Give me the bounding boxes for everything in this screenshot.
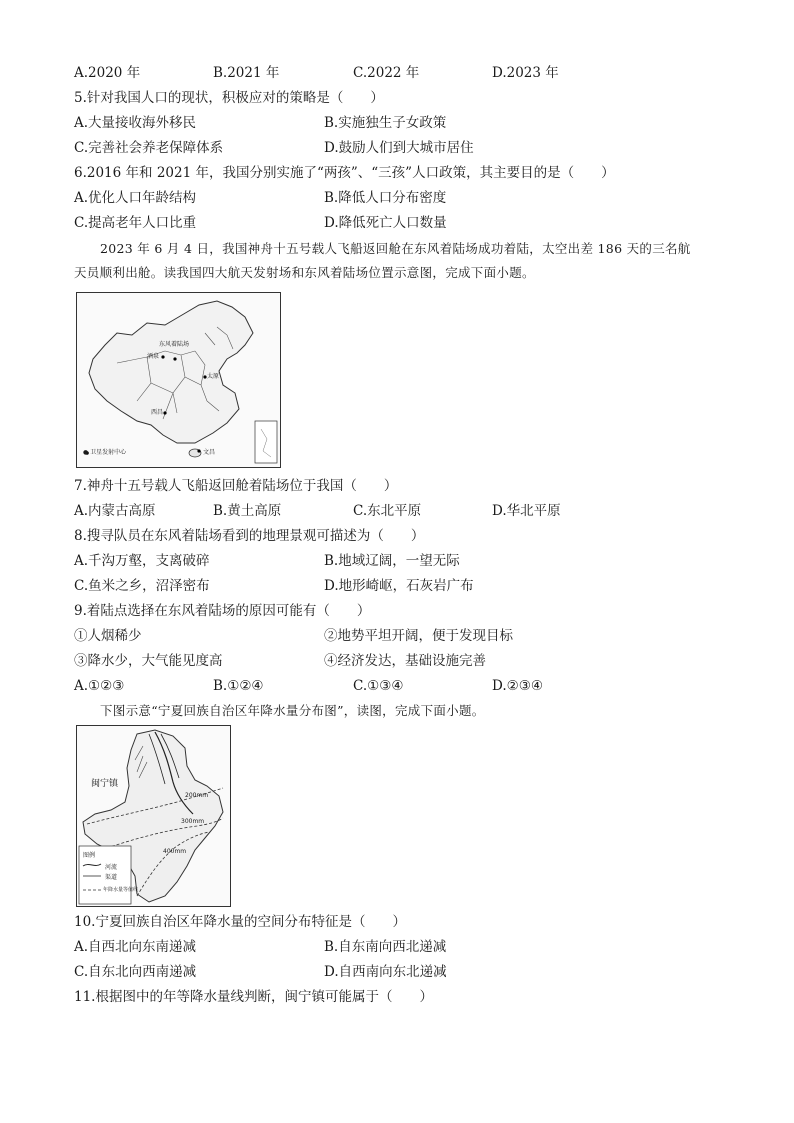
q5-option-c: C.完善社会养老保障体系	[74, 140, 224, 156]
q5-option-a: A.大量接收海外移民	[74, 115, 197, 131]
map1-taiyuan-label: 太原	[207, 373, 220, 380]
ningxia-precipitation-map	[76, 725, 231, 907]
q10-stem: 10.宁夏回族自治区年降水量的空间分布特征是（ ）	[74, 914, 406, 930]
map2-town-label: 闽宁镇	[91, 779, 119, 789]
map1-legend: ● 卫星发射中心	[83, 449, 127, 456]
q4-option-d: D.2023 年	[492, 65, 559, 81]
q10-option-a: A.自西北向东南递减	[74, 939, 197, 955]
q5-option-d: D.鼓励人们到大城市居住	[324, 140, 474, 156]
q9-stem: 9.着陆点选择在东风着陆场的原因可能有（ ）	[74, 603, 371, 619]
q8-option-c: C.鱼米之乡，沼泽密布	[74, 578, 210, 594]
q9-statement-4: ④经济发达，基础设施完善	[324, 653, 486, 669]
q9-option-b: B.①②④	[213, 678, 264, 694]
q6-stem: 6.2016 年和 2021 年，我国分别实施了“两孩”、“三孩”人口政策，其主要目的是（ ）	[74, 165, 615, 181]
map2-legend-canal: 渠道	[105, 874, 118, 881]
q10-option-d: D.自西南向东北递减	[324, 964, 447, 980]
q8-option-d: D.地形崎岖，石灰岩广布	[324, 578, 474, 594]
passage2-line1: 下图示意“宁夏回族自治区年降水量分布图”，读图，完成下面小题。	[100, 703, 485, 718]
q7-stem: 7.神舟十五号载人飞船返回舱着陆场位于我国（ ）	[74, 478, 398, 494]
q10-option-c: C.自东北向西南递减	[74, 964, 197, 980]
q8-option-a: A.千沟万壑，支离破碎	[74, 553, 210, 569]
map1-wenchang-label: 文昌	[203, 449, 216, 456]
q9-statement-2: ②地势平坦开阔，便于发现目标	[324, 628, 513, 644]
map2-legend-title: 图例	[83, 852, 96, 859]
q9-statement-1: ①人烟稀少	[74, 628, 142, 644]
q9-option-a: A.①②③	[74, 678, 125, 694]
passage1-line2: 天员顺利出舱。读我国四大航天发射场和东风着陆场位置示意图，完成下面小题。	[74, 265, 535, 280]
q5-stem: 5.针对我国人口的现状，积极应对的策略是（ ）	[74, 90, 384, 106]
q4-option-b: B.2021 年	[213, 65, 280, 81]
q4-option-c: C.2022 年	[353, 65, 420, 81]
q7-option-b: B.黄土高原	[213, 503, 282, 519]
q6-option-d: D.降低死亡人口数量	[324, 215, 447, 231]
q8-option-b: B.地域辽阔，一望无际	[324, 553, 460, 569]
q5-option-b: B.实施独生子女政策	[324, 115, 447, 131]
q9-statement-3: ③降水少，大气能见度高	[74, 653, 223, 669]
q4-option-a: A.2020 年	[74, 65, 141, 81]
q6-option-c: C.提高老年人口比重	[74, 215, 197, 231]
q11-stem: 11.根据图中的年等降水量线判断，闽宁镇可能属于（ ）	[74, 989, 433, 1005]
map1-xichang-label: 西昌	[151, 409, 164, 416]
china-launch-sites-map	[76, 292, 281, 468]
map2-legend-isohyet: 年降水量等值线	[103, 887, 139, 893]
q9-option-c: C.①③④	[353, 678, 404, 694]
map1-jiuquan-label: 酒泉	[147, 353, 160, 360]
q6-option-b: B.降低人口分布密度	[324, 190, 447, 206]
q10-option-b: B.自东南向西北递减	[324, 939, 447, 955]
map1-landing-label: 东风着陆场	[159, 341, 190, 348]
map2-iso300-label: 300mm	[181, 818, 205, 825]
q6-option-a: A.优化人口年龄结构	[74, 190, 197, 206]
q7-option-a: A.内蒙古高原	[74, 503, 156, 519]
map2-iso200-label: 200mm	[185, 792, 209, 799]
map2-legend-river: 河流	[105, 864, 118, 871]
q8-stem: 8.搜寻队员在东风着陆场看到的地理景观可描述为（ ）	[74, 528, 425, 544]
q7-option-c: C.东北平原	[353, 503, 422, 519]
q7-option-d: D.华北平原	[492, 503, 561, 519]
passage1-line1: 2023 年 6 月 4 日，我国神舟十五号载人飞船返回舱在东风着陆场成功着陆，太空出差 186 天的三名航	[100, 241, 691, 256]
map2-iso400-label: 400mm	[163, 848, 187, 855]
q9-option-d: D.②③④	[492, 678, 543, 694]
